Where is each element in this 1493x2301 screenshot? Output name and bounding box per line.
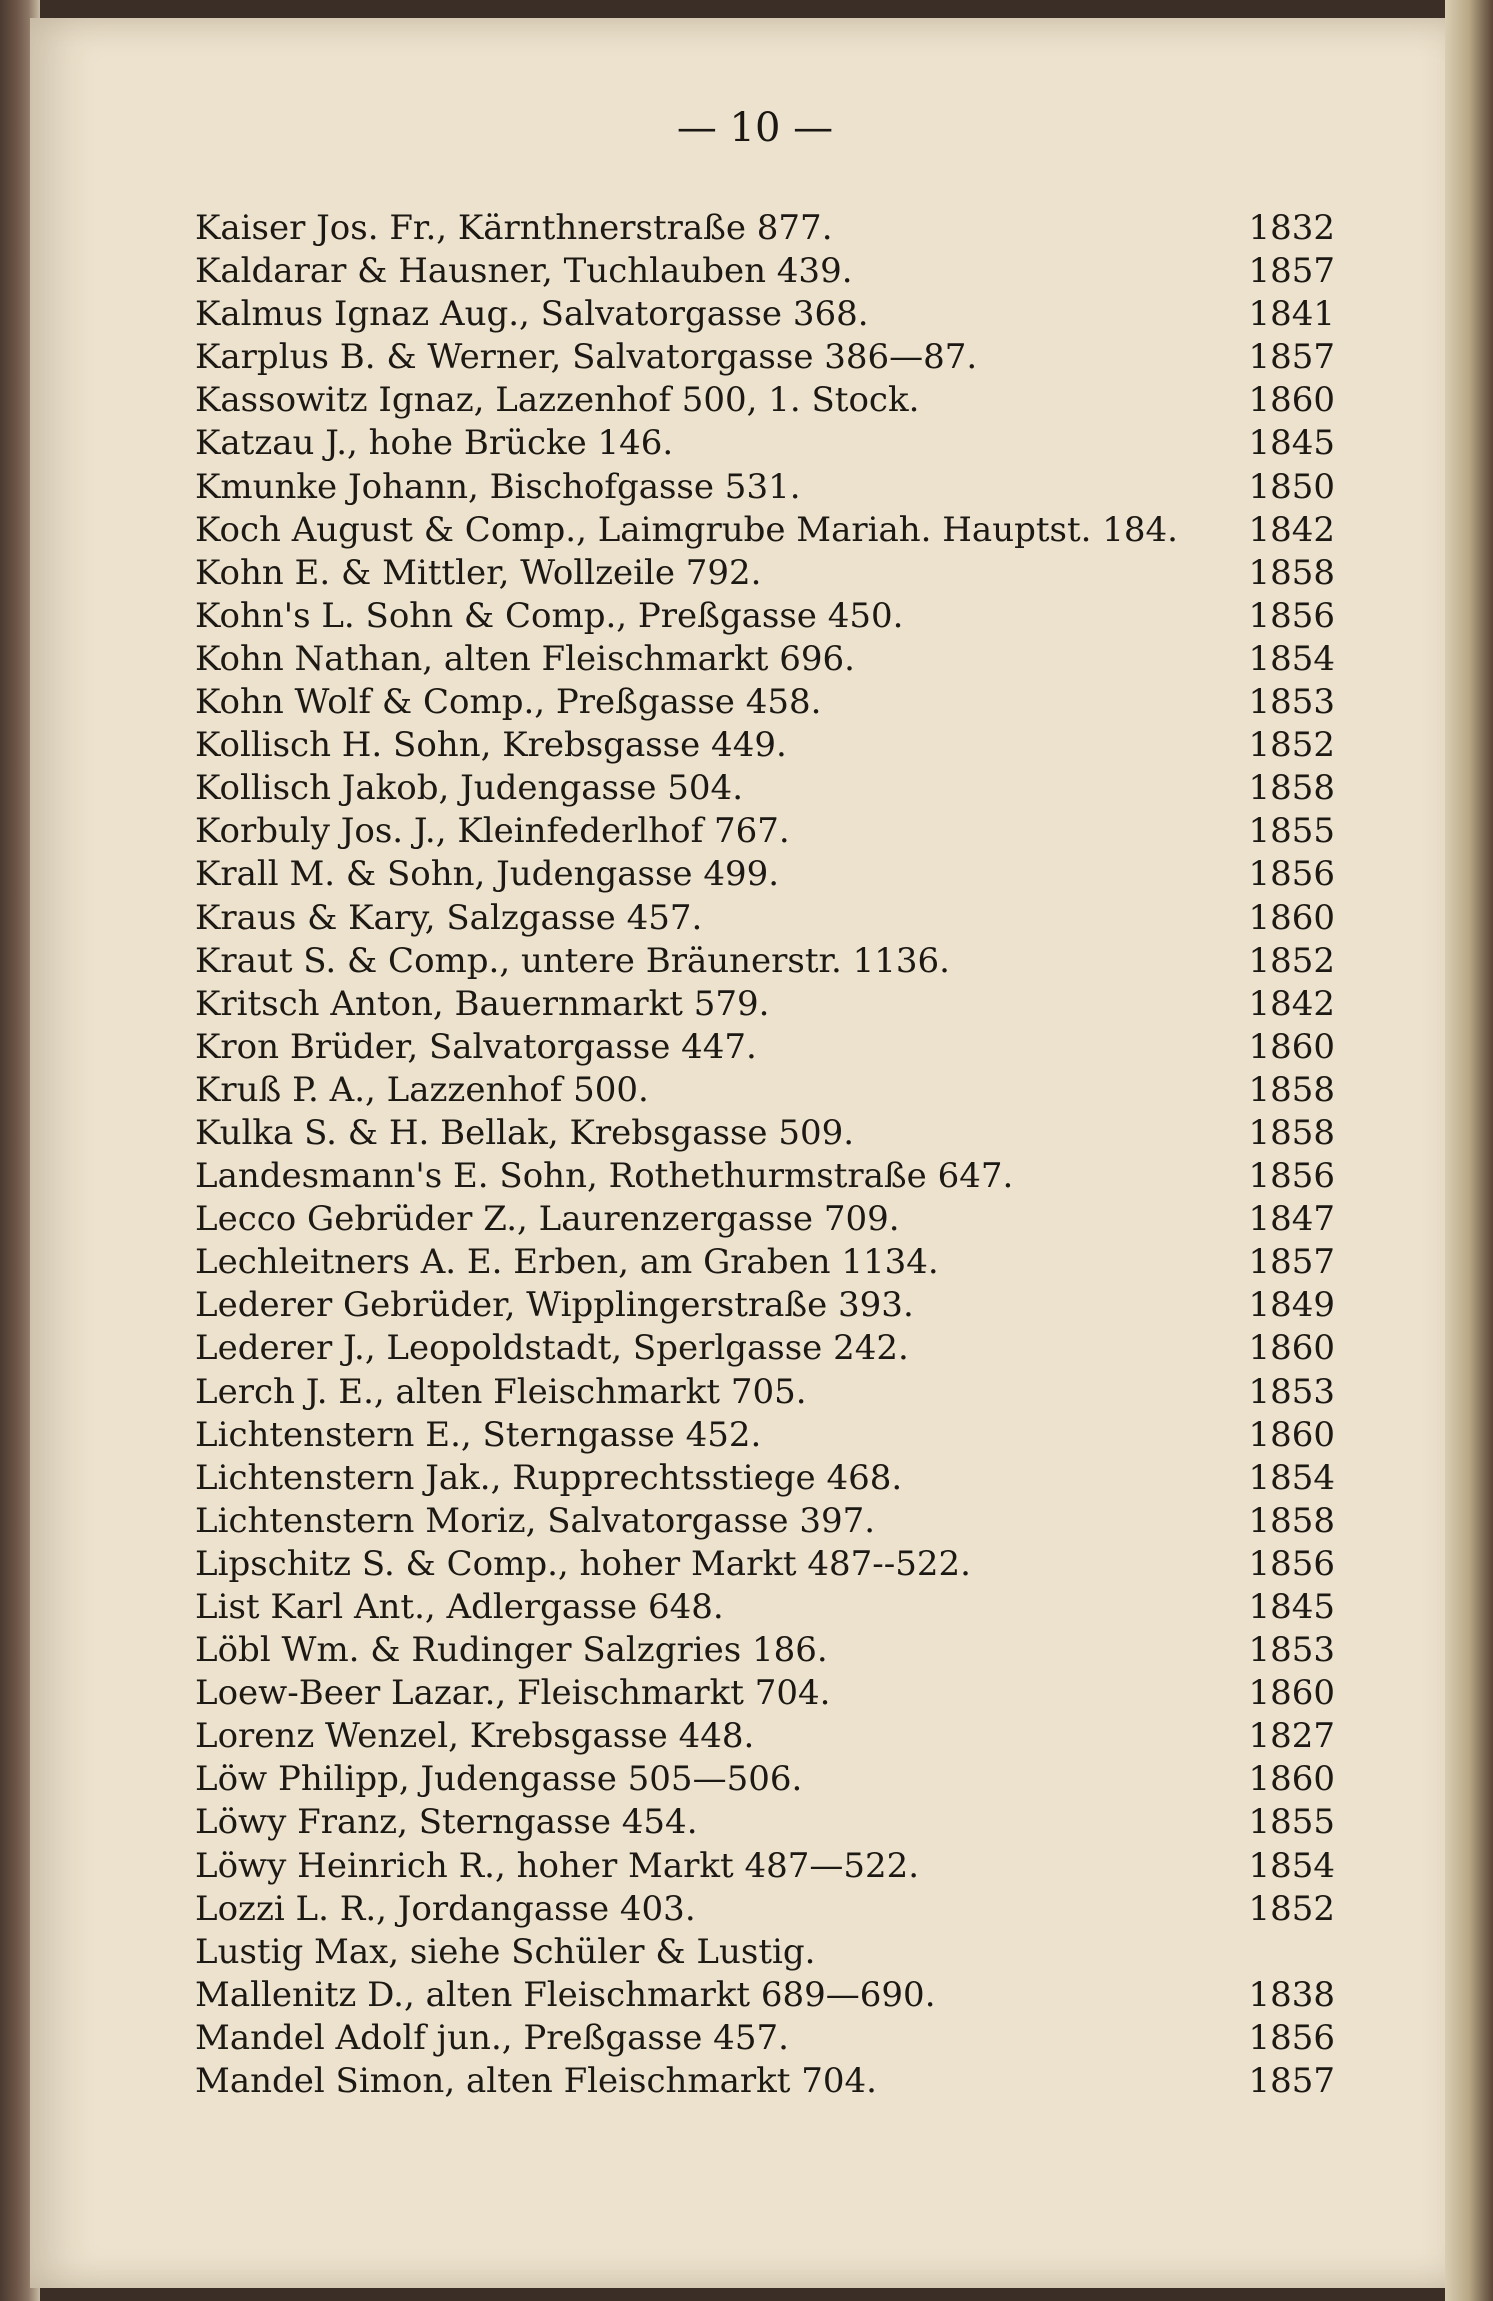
directory-entry	[195, 467, 1335, 510]
directory-entries	[195, 208, 1335, 2104]
entry-year: 1860	[1248, 1328, 1335, 1369]
entry-year: 1838	[1248, 1974, 1335, 2015]
entry-year: 1853	[1248, 1630, 1335, 1671]
entry-year: 1856	[1248, 595, 1335, 636]
entry-text: List Karl Ant., Adlergasse 648.	[195, 1587, 724, 1627]
directory-entry	[195, 337, 1335, 380]
entry-text: Kmunke Johann, Bischofgasse 531.	[195, 466, 801, 507]
entry-text: Lustig Max, siehe Schüler & Lustig.	[195, 1931, 816, 1972]
directory-entry	[195, 553, 1335, 596]
entry-text: Löwy Heinrich R., hoher Markt 487—522.	[195, 1845, 920, 1886]
directory-entry	[195, 1070, 1335, 1113]
entry-text: Löw Philipp, Judengasse 505—506.	[195, 1759, 803, 1800]
directory-entry	[195, 898, 1335, 941]
entry-year: 1857	[1248, 2061, 1335, 2102]
entry-year: 1853	[1248, 682, 1335, 723]
directory-entry	[195, 1759, 1335, 1802]
entry-text: Lederer J., Leopoldstadt, Sperlgasse 242.	[195, 1328, 909, 1369]
directory-entry	[195, 811, 1335, 854]
entry-year: 1849	[1248, 1285, 1335, 1326]
entry-text: Lichtenstern Moriz, Salvatorgasse 397.	[195, 1500, 876, 1541]
entry-year: 1856	[1248, 1156, 1335, 1197]
entry-text: Lichtenstern E., Sterngasse 452.	[195, 1414, 762, 1455]
directory-entry	[195, 1587, 1335, 1630]
entry-text: Karplus B. & Werner, Salvatorgasse 386—87.	[195, 337, 978, 378]
entry-text: Löbl Wm. & Rudinger Salzgries 186.	[195, 1630, 828, 1671]
entry-text: Kassowitz Ignaz, Lazzenhof 500, 1. Stock.	[195, 380, 920, 421]
directory-entry	[195, 1932, 1335, 1975]
entry-text: Loew-Beer Lazar., Fleischmarkt 704.	[195, 1673, 831, 1714]
directory-entry	[195, 1802, 1335, 1845]
directory-entry	[195, 941, 1335, 984]
entry-year: 1855	[1248, 811, 1335, 852]
entry-text: Katzau J., hohe Brücke 146.	[195, 423, 674, 464]
entry-text: Kohn Nathan, alten Fleischmarkt 696.	[195, 638, 855, 679]
directory-entry	[195, 208, 1335, 251]
directory-entry	[195, 380, 1335, 423]
entry-text: Lozzi L. R., Jordangasse 403.	[195, 1888, 696, 1929]
entry-text: Kollisch H. Sohn, Krebsgasse 449.	[195, 725, 787, 766]
entry-year: 1858	[1248, 1112, 1335, 1153]
entry-year: 1832	[1248, 208, 1335, 248]
directory-entry	[195, 1458, 1335, 1501]
entry-text: Kohn E. & Mittler, Wollzeile 792.	[195, 552, 762, 593]
entry-year: 1854	[1248, 1457, 1335, 1498]
entry-year: 1858	[1248, 768, 1335, 809]
directory-entry	[195, 1889, 1335, 1932]
entry-text: Kaiser Jos. Fr., Kärnthnerstraße 877.	[195, 208, 833, 248]
entry-year: 1854	[1248, 1845, 1335, 1886]
entry-year: 1827	[1248, 1716, 1335, 1757]
directory-entry	[195, 294, 1335, 337]
directory-entry	[195, 1156, 1335, 1199]
entry-year: 1845	[1248, 423, 1335, 464]
entry-year: 1850	[1248, 466, 1335, 507]
entry-text: Korbuly Jos. J., Kleinfederlhof 767.	[195, 811, 790, 852]
entry-text: Kraus & Kary, Salzgasse 457.	[195, 897, 703, 938]
entry-year: 1857	[1248, 1242, 1335, 1283]
directory-entry	[195, 1027, 1335, 1070]
entry-text: Kraut S. & Comp., untere Bräunerstr. 1136.	[195, 940, 950, 981]
directory-entry	[195, 251, 1335, 294]
entry-year: 1860	[1248, 1673, 1335, 1714]
entry-text: Lorenz Wenzel, Krebsgasse 448.	[195, 1716, 755, 1757]
directory-entry	[195, 1501, 1335, 1544]
entry-year: 1860	[1248, 380, 1335, 421]
entry-year: 1856	[1248, 854, 1335, 895]
entry-text: Lederer Gebrüder, Wipplingerstraße 393.	[195, 1285, 914, 1326]
directory-entry	[195, 2061, 1335, 2104]
entry-text: Kohn Wolf & Comp., Preßgasse 458.	[195, 682, 822, 723]
entry-year: 1842	[1248, 509, 1335, 550]
entry-text: Kritsch Anton, Bauernmarkt 579.	[195, 983, 770, 1024]
entry-year: 1852	[1248, 1888, 1335, 1929]
entry-year: 1854	[1248, 638, 1335, 679]
directory-entry	[195, 2018, 1335, 2061]
entry-text: Kohn's L. Sohn & Comp., Preßgasse 450.	[195, 595, 904, 636]
entry-text: Kalmus Ignaz Aug., Salvatorgasse 368.	[195, 294, 869, 335]
entry-text: Landesmann's E. Sohn, Rothethurmstraße 647.	[195, 1156, 1014, 1197]
entry-year: 1852	[1248, 940, 1335, 981]
directory-entry	[195, 1544, 1335, 1587]
directory-entry	[195, 510, 1335, 553]
entry-year: 1856	[1248, 1543, 1335, 1584]
entry-text: Lipschitz S. & Comp., hoher Markt 487--522.	[195, 1543, 971, 1584]
entry-text: Lechleitners A. E. Erben, am Graben 1134.	[195, 1242, 939, 1283]
directory-entry	[195, 984, 1335, 1027]
entry-year: 1860	[1248, 1759, 1335, 1800]
directory-entry	[195, 1415, 1335, 1458]
directory-entry	[195, 725, 1335, 768]
directory-entry	[195, 1285, 1335, 1328]
entry-text: Löwy Franz, Sterngasse 454.	[195, 1802, 698, 1843]
entry-year: 1860	[1248, 1414, 1335, 1455]
entry-year: 1856	[1248, 2017, 1335, 2058]
entry-text: Mandel Simon, alten Fleischmarkt 704.	[195, 2061, 877, 2102]
entry-text: Krall M. & Sohn, Judengasse 499.	[195, 854, 780, 895]
entry-text: Koch August & Comp., Laimgrube Mariah. Hauptst. 184.	[195, 509, 1178, 550]
entry-year: 1858	[1248, 552, 1335, 593]
entry-year: 1855	[1248, 1802, 1335, 1843]
entry-year: 1853	[1248, 1371, 1335, 1412]
entry-text: Kollisch Jakob, Judengasse 504.	[195, 768, 744, 809]
directory-entry	[195, 1199, 1335, 1242]
directory-entry	[195, 1372, 1335, 1415]
directory-entry	[195, 1113, 1335, 1156]
directory-entry	[195, 596, 1335, 639]
entry-text: Mandel Adolf jun., Preßgasse 457.	[195, 2017, 789, 2058]
directory-entry	[195, 1975, 1335, 2018]
directory-entry	[195, 682, 1335, 725]
entry-text: Lerch J. E., alten Fleischmarkt 705.	[195, 1371, 807, 1412]
entry-year: 1847	[1248, 1199, 1335, 1240]
page-number: — 10 —	[676, 105, 834, 151]
entry-year: 1857	[1248, 337, 1335, 378]
directory-entry	[195, 423, 1335, 466]
directory-entry	[195, 1242, 1335, 1285]
entry-year: 1858	[1248, 1069, 1335, 1110]
entry-year: 1852	[1248, 725, 1335, 766]
entry-year: 1842	[1248, 983, 1335, 1024]
entry-year: 1860	[1248, 897, 1335, 938]
entry-year: 1860	[1248, 1026, 1335, 1067]
entry-text: Lecco Gebrüder Z., Laurenzergasse 709.	[195, 1199, 900, 1240]
entry-text: Kaldarar & Hausner, Tuchlauben 439.	[195, 251, 853, 292]
directory-entry	[195, 1630, 1335, 1673]
directory-entry	[195, 1716, 1335, 1759]
directory-entry	[195, 1328, 1335, 1371]
entry-text: Kron Brüder, Salvatorgasse 447.	[195, 1026, 757, 1067]
entry-year: 1857	[1248, 251, 1335, 292]
entry-text: Lichtenstern Jak., Rupprechtsstiege 468.	[195, 1457, 903, 1498]
entry-text: Mallenitz D., alten Fleischmarkt 689—690.	[195, 1974, 936, 2015]
entry-year: 1845	[1248, 1587, 1335, 1627]
entry-text: Kulka S. & H. Bellak, Krebsgasse 509.	[195, 1112, 855, 1153]
directory-entry	[195, 768, 1335, 811]
directory-entry	[195, 854, 1335, 897]
directory-entry	[195, 1673, 1335, 1716]
page-right-edge	[1445, 0, 1493, 2301]
directory-entry	[195, 639, 1335, 682]
entry-year: 1841	[1248, 294, 1335, 335]
entry-year: 1858	[1248, 1500, 1335, 1541]
entry-text: Kruß P. A., Lazzenhof 500.	[195, 1069, 649, 1110]
directory-entry	[195, 1846, 1335, 1889]
